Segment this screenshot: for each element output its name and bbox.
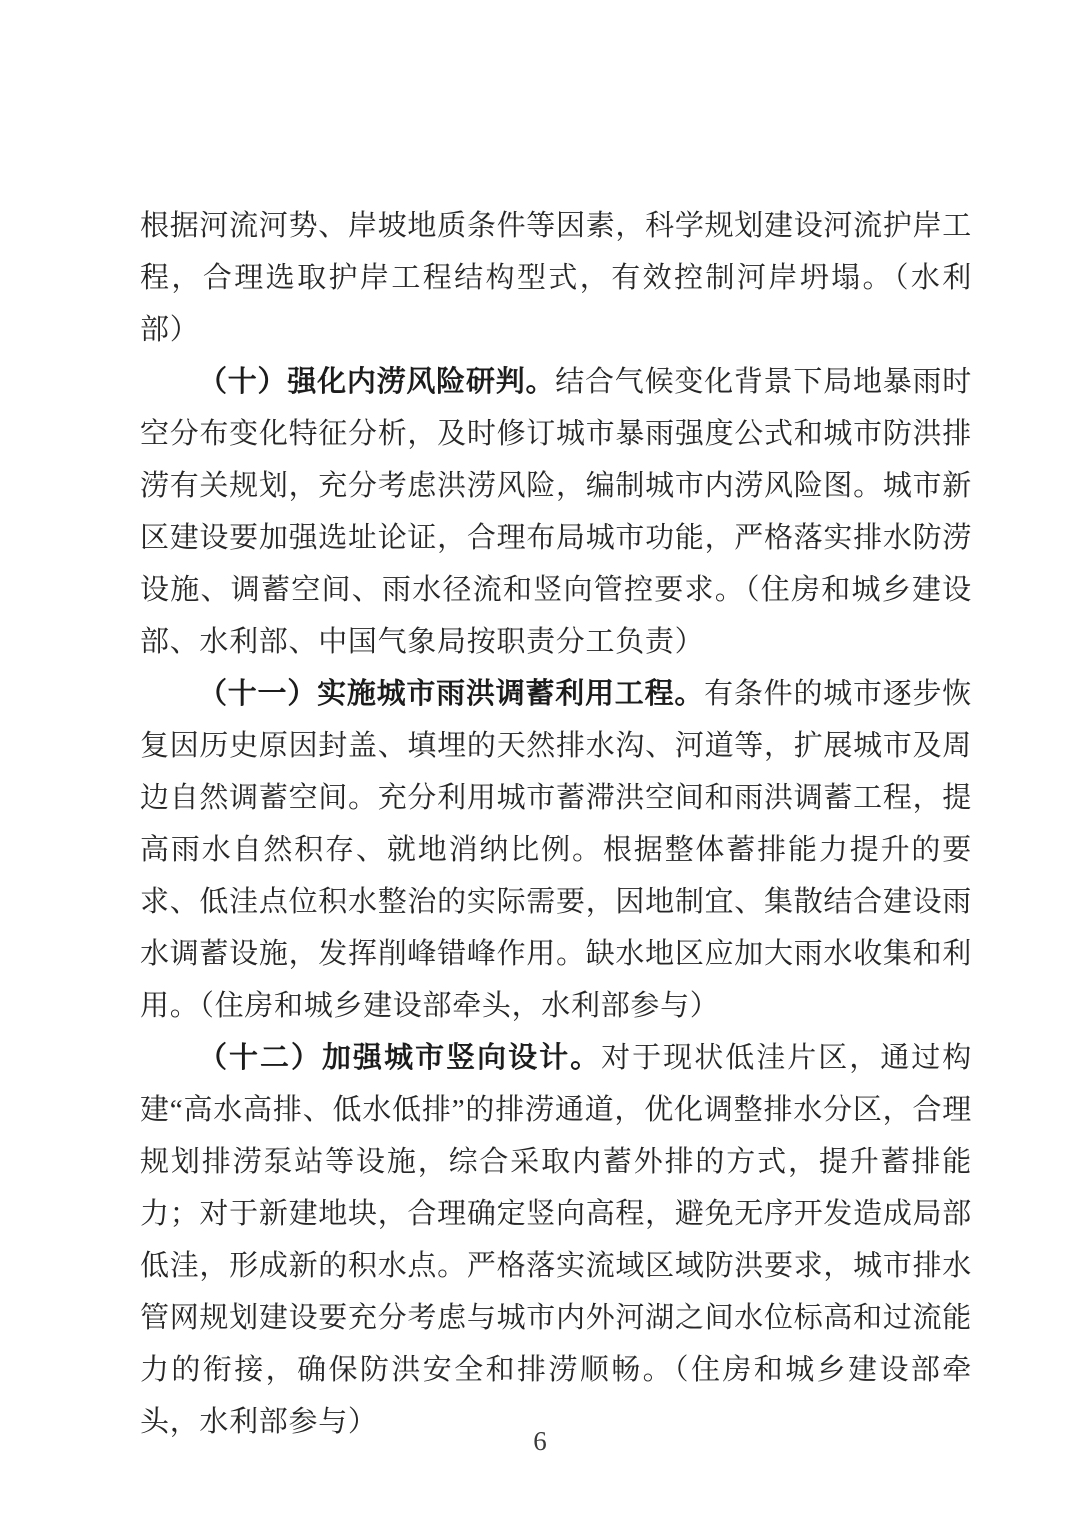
paragraph-text: 结合气候变化背景下局地暴雨时空分布变化特征分析，及时修订城市暴雨强度公式和城市防洪排涝有关规划，充分考虑洪涝风险，编制城市内涝风险图。城市新区建设要加强选址论证，合理布局城市功能，严格落实排水防涝设施、调蓄空间、雨水径流和竖向管控要求。（住房和城乡建设部、水利部、中国气象局按职责分工负责）: [140, 366, 972, 658]
paragraph-heading: （十）强化内涝风险研判。: [198, 366, 556, 398]
paragraph-heading: （十二）加强城市竖向设计。: [198, 1042, 602, 1074]
page-number: 6: [533, 1426, 547, 1456]
paragraph-heading: （十一）实施城市雨洪调蓄利用工程。: [198, 678, 705, 710]
paragraph-continuation: [140, 200, 972, 356]
paragraph-text: 对于现状低洼片区，通过构建“高水高排、低水低排”的排涝通道，优化调整排水分区，合理规划排涝泵站等设施，综合采取内蓄外排的方式，提升蓄排能力；对于新建地块，合理确定竖向高程，避免无序开发造成局部低洼，形成新的积水点。严格落实流域区域防洪要求，城市排水管网规划建设要充分考虑与城市内外河湖之间水位标高和过流能力的衔接，确保防洪安全和排涝顺畅。（住房和城乡建设部牵头，水利部参与）: [140, 1042, 972, 1438]
paragraph-item-12: [140, 1032, 972, 1448]
paragraph-text: 有条件的城市逐步恢复因历史原因封盖、填埋的天然排水沟、河道等，扩展城市及周边自然调蓄空间。充分利用城市蓄滞洪空间和雨洪调蓄工程，提高雨水自然积存、就地消纳比例。根据整体蓄排能力提升的要求、低洼点位积水整治的实际需要，因地制宜、集散结合建设雨水调蓄设施，发挥削峰错峰作用。缺水地区应加大雨水收集和利用。（住房和城乡建设部牵头，水利部参与）: [140, 678, 972, 1022]
paragraph-text: 根据河流河势、岸坡地质条件等因素，科学规划建设河流护岸工程，合理选取护岸工程结构型式，有效控制河岸坍塌。（水利部）: [140, 210, 972, 346]
document-body: [140, 200, 972, 1448]
paragraph-item-11: [140, 668, 972, 1032]
paragraph-item-10: [140, 356, 972, 668]
